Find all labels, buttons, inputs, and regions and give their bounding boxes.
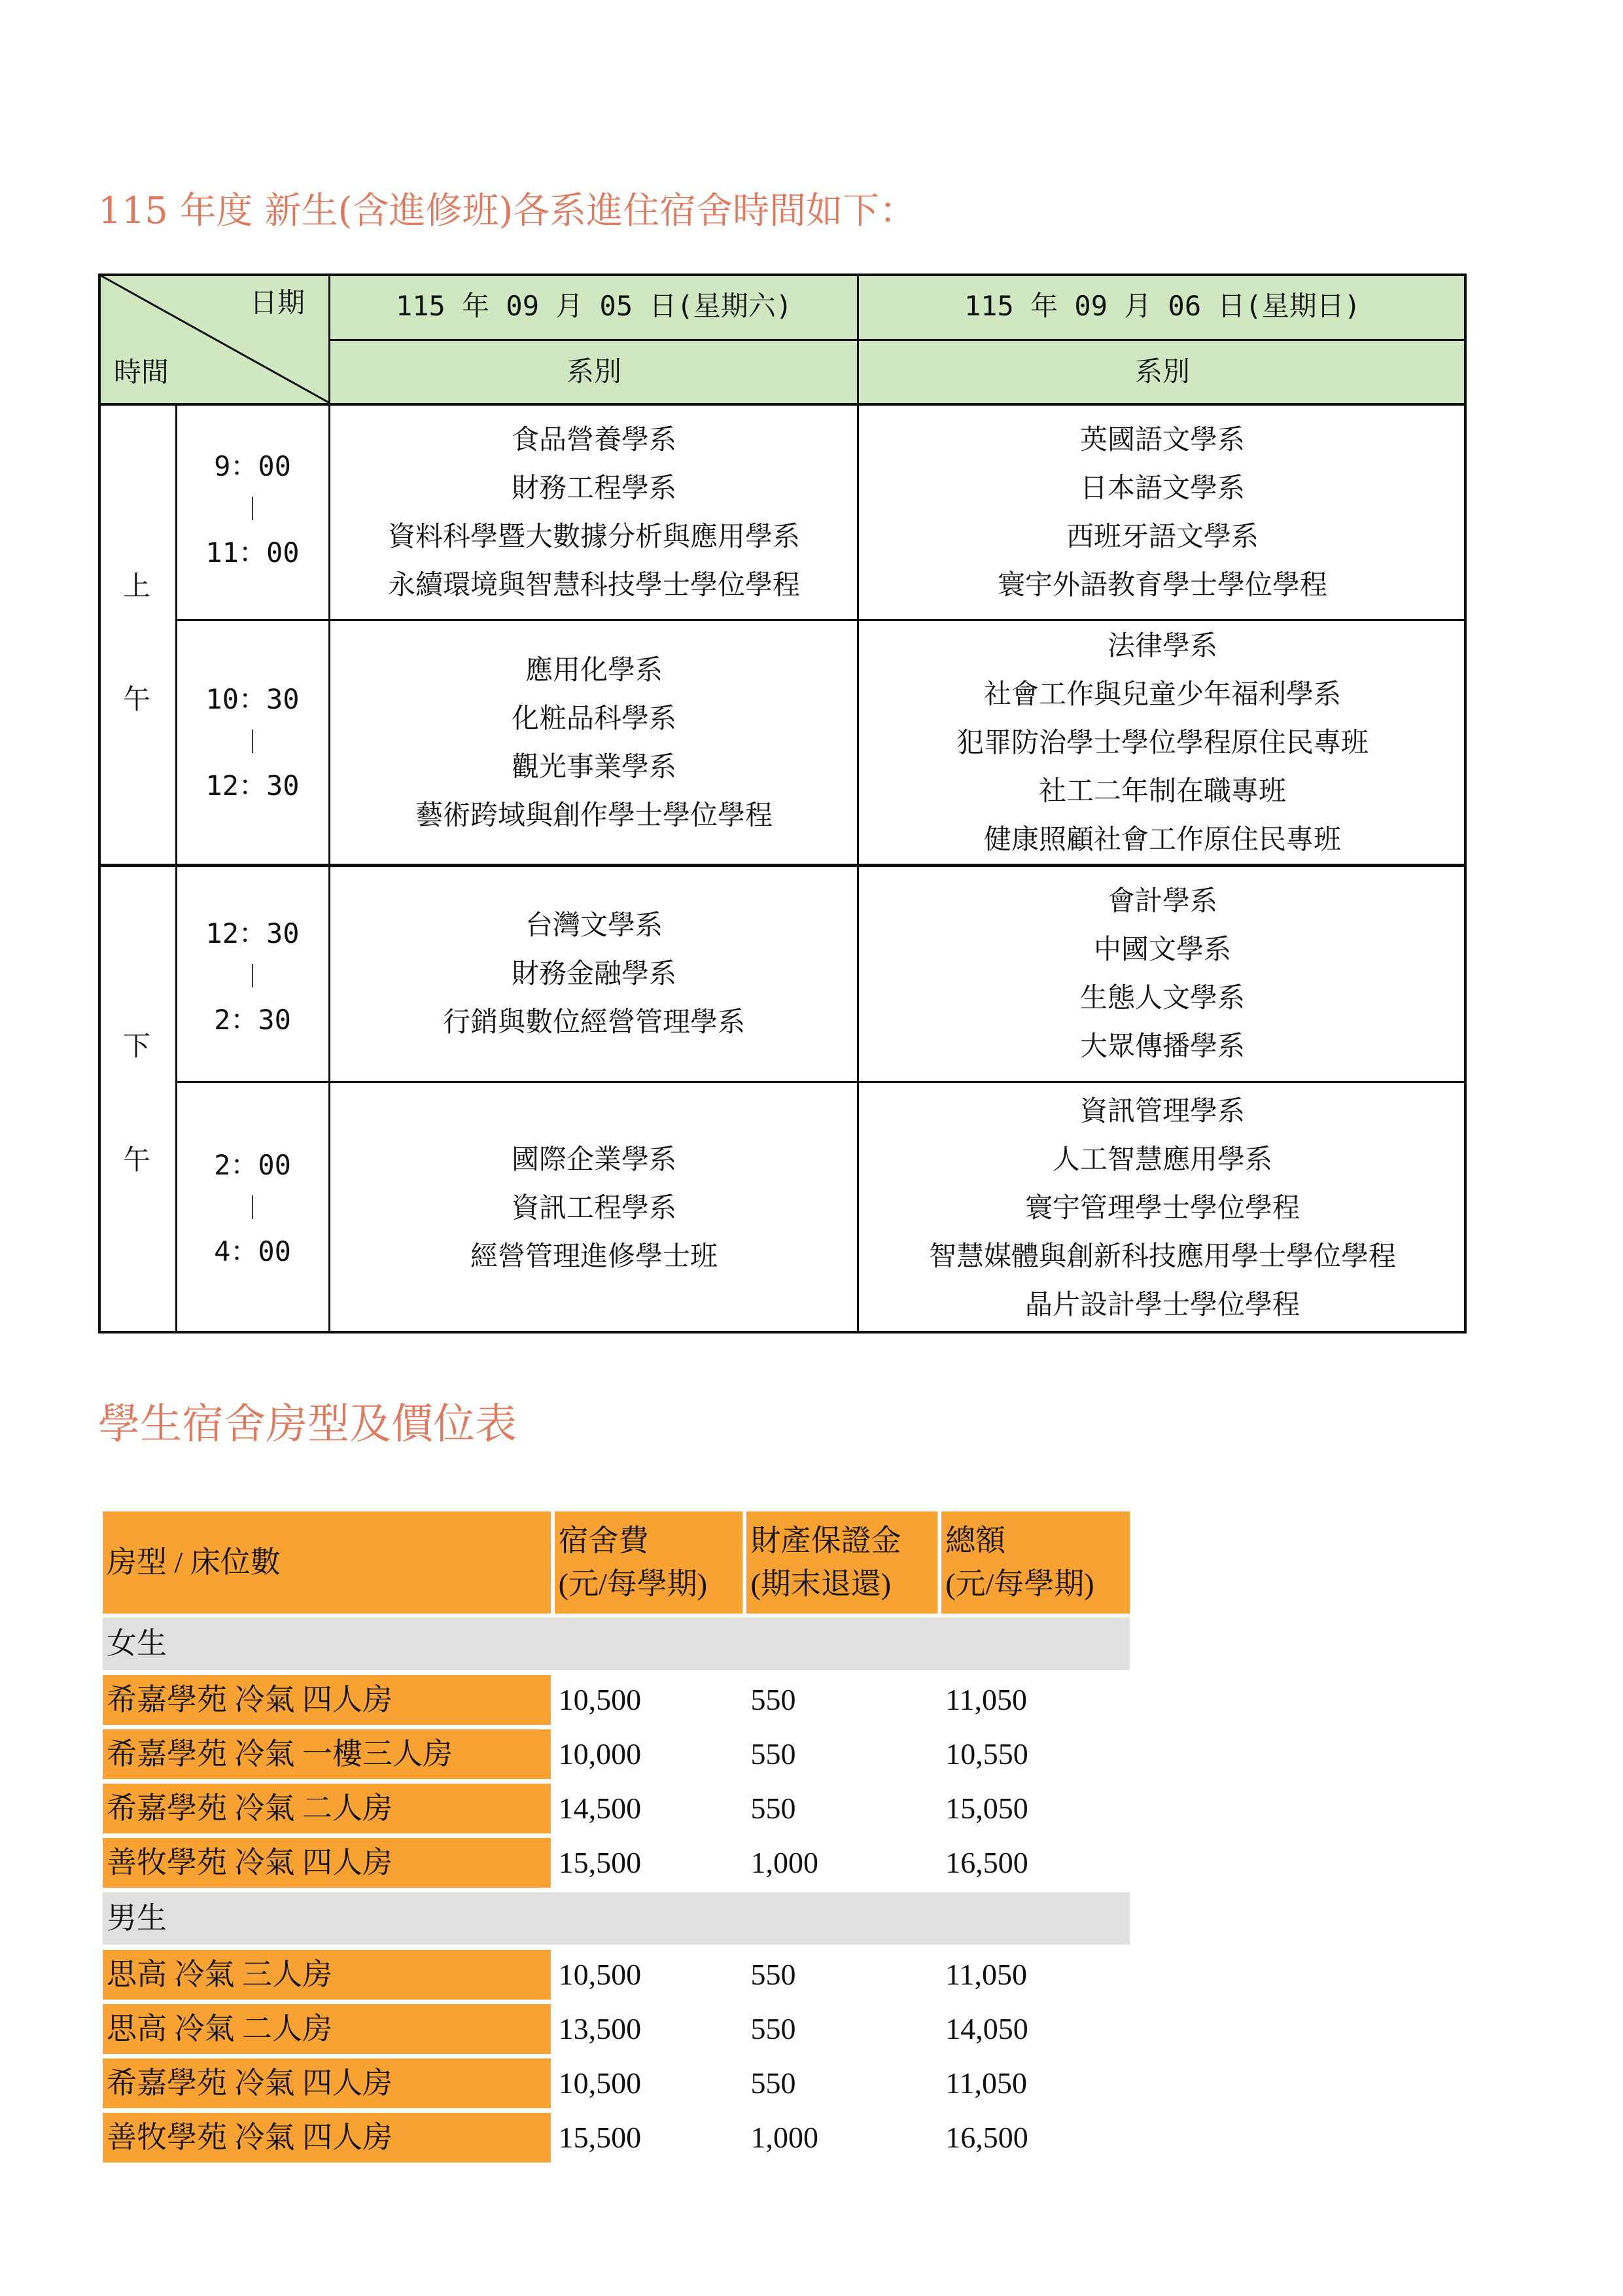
slot-2-sun-depts (858, 620, 1467, 865)
time-dash: ︱ (238, 961, 266, 993)
time-dash: ︱ (238, 1192, 266, 1224)
room-type: 希嘉學苑 冷氣 一樓三人房 (103, 1729, 551, 1779)
dept-item: 經營管理進修學士班 (470, 1240, 718, 1272)
pm-label-2: 午 (123, 1144, 151, 1176)
time-end: 11：00 (205, 537, 300, 569)
schedule-table (98, 274, 1467, 1333)
table-row (103, 2113, 1130, 2167)
dept-item: 寰宇外語教育學士學位學程 (997, 569, 1327, 601)
dept-item: 法律學系 (1107, 629, 1217, 662)
time-dash: ︱ (238, 493, 266, 525)
am-label-2: 午 (123, 683, 151, 715)
price-header-row (103, 1511, 1130, 1614)
dept-item: 犯罪防治學士學位學程原住民專班 (956, 726, 1369, 758)
dept-item: 大眾傳播學系 (1079, 1030, 1245, 1062)
slot-1-sat-depts (330, 404, 858, 620)
fee-value: 13,500 (558, 2012, 642, 2045)
dept-item: 智慧媒體與創新科技應用學士學位學程 (928, 1240, 1396, 1272)
grid-line (98, 274, 1467, 276)
room-type: 思高 冷氣 三人房 (103, 1950, 551, 2000)
deposit-value: 1,000 (750, 1846, 818, 1879)
dept-item: 英國語文學系 (1079, 423, 1245, 455)
header-deposit: 財產保證金 (期末退還) (746, 1511, 937, 1614)
section-female (103, 1617, 1130, 1670)
deposit-value: 550 (750, 2066, 796, 2100)
header-total: 總額 (元/每學期) (941, 1511, 1130, 1614)
deposit-value: 550 (750, 1737, 796, 1771)
dept-item: 生態人文學系 (1079, 981, 1245, 1014)
total-value: 11,050 (945, 1683, 1027, 1716)
table-row (103, 1950, 1130, 2004)
total-value: 15,050 (945, 1792, 1028, 1825)
time-start: 9：00 (214, 450, 291, 482)
deposit-value: 1,000 (750, 2121, 818, 2154)
dept-item: 人工智慧應用學系 (1052, 1143, 1272, 1175)
total-value: 16,500 (945, 1846, 1028, 1879)
table-row (103, 2058, 1130, 2113)
grid-line (330, 339, 1467, 341)
dept-item: 藝術跨域與創作學士學位學程 (415, 799, 773, 831)
deposit-value: 550 (750, 1792, 796, 1825)
deposit-value: 550 (750, 1683, 796, 1716)
dept-item: 會計學系 (1107, 885, 1217, 917)
dept-item: 食品營養學系 (511, 423, 676, 455)
grid-line (328, 274, 330, 1333)
col-sun-date: 115 年 09 月 06 日(星期日) (964, 290, 1361, 322)
dept-item: 晶片設計學士學位學程 (1024, 1288, 1300, 1320)
section-label: 女生 (103, 1617, 1130, 1670)
dept-item: 資料科學暨大數據分析與應用學系 (387, 520, 800, 552)
time-end: 12：30 (205, 769, 300, 802)
fee-value: 14,500 (558, 1792, 642, 1825)
grid-line (98, 274, 101, 1333)
pm-label-1: 下 (123, 1030, 151, 1062)
dept-item: 行銷與數位經營管理學系 (442, 1006, 745, 1038)
dept-item: 西班牙語文學系 (1066, 520, 1259, 552)
grid-line (175, 619, 1467, 621)
total-value: 14,050 (945, 2012, 1028, 2045)
header-room: 房型 / 床位數 (103, 1511, 551, 1614)
corner-time-label: 時間 (114, 356, 169, 388)
room-type: 善牧學苑 冷氣 四人房 (103, 2113, 551, 2163)
time-slot-1 (175, 445, 330, 574)
total-value: 10,550 (945, 1737, 1028, 1771)
slot-4-sat-depts (330, 1082, 858, 1333)
total-value: 11,050 (945, 1958, 1027, 1991)
slot-2-sat-depts (330, 620, 858, 865)
dept-item: 資訊工程學系 (511, 1192, 676, 1224)
dept-item: 國際企業學系 (511, 1143, 676, 1175)
time-start: 10：30 (205, 683, 300, 715)
section-label: 男生 (103, 1892, 1130, 1945)
time-start: 12：30 (205, 917, 300, 949)
am-label-1: 上 (123, 570, 151, 602)
table-row (103, 2004, 1130, 2058)
room-type: 希嘉學苑 冷氣 四人房 (103, 1675, 551, 1725)
time-slot-2 (175, 678, 330, 807)
grid-line (98, 403, 1467, 406)
time-slot-3 (175, 912, 330, 1042)
grid-line (1464, 274, 1467, 1333)
fee-value: 15,500 (558, 1846, 642, 1879)
dept-item: 財務工程學系 (511, 472, 676, 504)
col-sat-date: 115 年 09 月 05 日(星期六) (395, 290, 792, 322)
section-male (103, 1892, 1130, 1945)
fee-value: 10,500 (558, 1958, 642, 1991)
room-type: 思高 冷氣 二人房 (103, 2004, 551, 2054)
total-value: 11,050 (945, 2066, 1027, 2100)
schedule-title: 115 年度 新生(含進修班)各系進住宿舍時間如下： (98, 190, 916, 232)
dept-item: 財務金融學系 (511, 957, 676, 989)
dept-item: 健康照顧社會工作原住民專班 (983, 823, 1341, 855)
dept-item: 永續環境與智慧科技學士學位學程 (387, 569, 800, 601)
dept-item: 中國文學系 (1093, 933, 1231, 965)
dept-item: 資訊管理學系 (1079, 1095, 1245, 1127)
slot-4-sun-depts (858, 1082, 1467, 1333)
time-dash: ︱ (238, 726, 266, 758)
price-table (103, 1511, 1130, 2167)
slot-3-sun-depts (858, 865, 1467, 1082)
dept-item: 台灣文學系 (525, 909, 663, 941)
grid-line (857, 274, 859, 1333)
room-type: 希嘉學苑 冷氣 四人房 (103, 2058, 551, 2108)
slot-1-sun-depts (858, 404, 1467, 620)
table-row (103, 1729, 1130, 1784)
time-end: 4：00 (214, 1235, 291, 1267)
dept-item: 觀光事業學系 (511, 751, 676, 783)
dept-item: 寰宇管理學士學位學程 (1024, 1192, 1300, 1224)
price-title: 學生宿舍房型及價位表 (98, 1400, 517, 1449)
room-type: 希嘉學苑 冷氣 二人房 (103, 1784, 551, 1833)
fee-value: 15,500 (558, 2121, 642, 2154)
header-fee: 宿舍費 (元/每學期) (555, 1511, 743, 1614)
deposit-value: 550 (750, 2012, 796, 2045)
dept-item: 社工二年制在職專班 (1038, 775, 1286, 807)
col-sun-dept-label: 系別 (1134, 355, 1190, 387)
table-row (103, 1784, 1130, 1838)
deposit-value: 550 (750, 1958, 796, 1991)
fee-value: 10,500 (558, 1683, 642, 1716)
dept-item: 日本語文學系 (1079, 472, 1245, 504)
dept-item: 社會工作與兒童少年福利學系 (983, 678, 1341, 710)
grid-line (175, 404, 177, 1333)
table-row (103, 1838, 1130, 1892)
room-type: 善牧學苑 冷氣 四人房 (103, 1838, 551, 1888)
time-slot-4 (175, 1144, 330, 1273)
time-start: 2：00 (214, 1149, 291, 1181)
dept-item: 化粧品科學系 (511, 702, 676, 734)
dept-item: 應用化學系 (525, 654, 663, 686)
grid-line (175, 1081, 1467, 1083)
col-sat-dept-label: 系別 (566, 355, 621, 387)
time-end: 2：30 (214, 1004, 291, 1036)
table-row (103, 1675, 1130, 1729)
corner-date-label: 日期 (250, 287, 305, 319)
fee-value: 10,000 (558, 1737, 642, 1771)
total-value: 16,500 (945, 2121, 1028, 2154)
fee-value: 10,500 (558, 2066, 642, 2100)
slot-3-sat-depts (330, 865, 858, 1082)
grid-line (98, 1331, 1467, 1333)
grid-line (98, 864, 1467, 867)
